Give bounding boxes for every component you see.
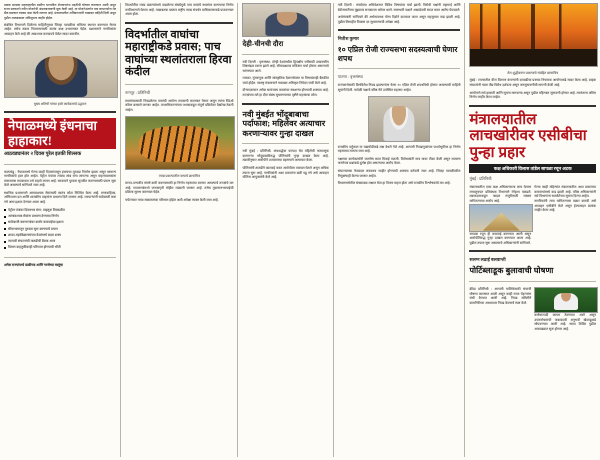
col5-photo-sports <box>534 287 598 313</box>
col5-body-4: नागरिकांनी लाच मागितल्यास तक्रार करावी असे आवाहन एसीबीने केले असून हेल्पलाइन क्रमांक जाहीर केला आहे. <box>534 199 596 213</box>
col2-body-4: पर्यटनावर याचा सकारात्मक परिणाम होईल अशी अपेक्षा व्यक्त केली जात आहे. <box>125 197 219 202</box>
col4-body-5: विधानसभेतील संख्याबळ लक्षात घेता हा विजय सहज होता असे राजकीय विश्लेषकांचे मत आहे. <box>337 181 451 186</box>
col4-top-body-2: अर्थमंत्र्यांनी सांगितले की अर्थव्यवस्था योग्य दिशेने वाटचाल करत असून महसुलात वाढ झाली आहे. पुढील तिमाहीत विकास दर सुधारण्याची अपेक्षा आहे. <box>337 15 461 24</box>
column-1 <box>4 3 116 457</box>
col2-photo <box>125 116 235 170</box>
col1-body-4: स्थानिक प्रशासनाने अत्यावश्यक सेवांसाठी स्वतंत्र कोटा निश्चित केला आहे. रुग्णवाहिका, अग्निशमन दल आणि शासकीय वाहनांना प्राधान्य दिले जाणार आहे. व्यापाऱ्यांनी साठेबाजी करू नये असा इशारा देण्यात आला आहे. <box>4 190 117 205</box>
column-divider-3 <box>333 3 334 457</box>
col1-photo-caption: मुख्य अतिथी यांच्या हस्ते कार्यक्रमाचे उद्घाटन <box>33 101 87 106</box>
col4-body-2: राजकीय वर्तुळात या घडामोडीकडे लक्ष वेधले गेले आहे. आगामी निवडणुकांच्या पार्श्वभूमीवर हा निर्णय महत्त्वाचा मानला जात आहे. <box>337 144 461 154</box>
col1-bullet-list <box>4 208 116 252</box>
col5-headline: मंत्रालयातील लाचखोरीवर एसीबीचा पुन्हा प्रहार <box>469 111 587 161</box>
col4-body-4: संघटनात्मक फेरबदल लवकरच जाहीर होण्याची शक्यता वर्तवली जात आहे. जिल्हा पातळीवरील नियुक्त्याही केल्या जाणार आहेत. <box>337 168 461 178</box>
col5-photo-inline <box>469 204 533 232</box>
col5-bottom-body-2: कर्णधारपदी कायम ठेवण्यात आले असून उपकर्णधाराची जबाबदारी अनुभवी खेळाडूकडे सोपवण्यात आली आहे. सराव शिबिर पुढील आठवड्यात सुरू होणार आहे. <box>534 312 596 331</box>
col4-photo <box>368 96 430 142</box>
col1-headline: नेपाळमध्ये इंधनाचा हाहाकार! <box>4 118 116 149</box>
list-item: व्यापारी संघटनांची तातडीची बैठक आज <box>4 239 116 244</box>
col4-subhead: १० एप्रिल रोजी राज्यसभा सदस्यत्वाची घेणार शपथ <box>337 45 458 64</box>
col5-photo-oil <box>469 3 598 67</box>
column-5 <box>469 3 596 457</box>
list-item: सीमाभागातून पुरवठा सुरू करण्याचे प्रयत्न <box>4 227 116 232</box>
col2-lead-body: विदर्भातील व्याघ्र प्रकल्पांमध्ये वाढलेल्या संख्येमुळे पाच वाघांचे स्थलांतर करण्याचा निर्णय वनविभागाने घेतला आहे. याबाबतचा प्रस्ताव राष्ट्रीय व्याघ्र संवर्धन प्राधिकरणाकडे पाठवण्यात आला होता. <box>125 3 234 17</box>
col3-body-1: नवी दिल्ली : वृत्तसंस्था. दोन्ही देशांमधील द्विपक्षीय चर्चेसाठी उच्चस्तरीय शिष्टमंडळ रवाना झाले आहे. सीमाप्रश्नावर सविस्तर चर्चा होणार असल्याचे सांगण्यात आले. <box>242 59 329 73</box>
col5-body-3: गेल्या काही महिन्यांत मंत्रालयातील अशा प्रकारच्या कारवायांमध्ये वाढ झाली आहे. वरिष्ठ अधिकाऱ्यांनी सर्व विभागांना सतर्कतेच्या सूचना दिल्या आहेत. <box>534 185 596 199</box>
col5-black-bar: कक्ष अधिकारी विलास तांडेल सापळा रचून अटक <box>469 164 596 173</box>
column-4 <box>338 3 461 457</box>
col5-top-body: मुंबई : राज्यातील वीज वितरण कंपन्यांनी दरवाढीचा प्रस्ताव नियामक आयोगाकडे सादर केला आहे. ग्राहक संघटनांनी याला तीव्र विरोध दर्शवला असून जनसुनावणीची मागणी केली आहे. <box>469 78 596 87</box>
col1-photo <box>4 40 118 98</box>
col1-footer-note: अनेक राज्यांमध्ये डाळीच्या आणि गरजेच्या वस्तूंचा <box>4 262 63 267</box>
col5-bottom-kicker: सलग्न लढाई बलवान्ती <box>469 257 506 263</box>
col2-body-2: स्थलांतरासाठी निवडलेल्या वाघांची आरोग्य तपासणी करण्यात येणार असून त्यांना रेडिओ कॉलर बसवले जाणार आहेत. वनअधिकाऱ्यांच्या पथकाकडून संपूर्ण प्रक्रियेवर देखरेख ठेवली जाईल. <box>125 98 234 112</box>
list-item: अत्यावश्यक सेवांना प्राधान्य देण्याचा निर्णय <box>4 214 116 219</box>
col5-body-2: सापळा रचून ही कारवाई करण्यात आली असून आरोपीविरुद्ध गुन्हा दाखल करण्यात आला आहे. पुढील तपास सुरू असल्याचे अधिकाऱ्यांनी सांगितले. <box>469 231 532 245</box>
col4-body-1: राज्यसभेसाठी बिनविरोध निवड झाल्यानंतर येत्या १० एप्रिल रोजी शपथविधी होणार असल्याची माहिती सूत्रांनी दिली. यावेळी पक्षाचे वरिष्ठ नेते उपस्थित राहणार आहेत. <box>337 83 461 92</box>
column-3 <box>242 3 328 457</box>
col2-photo-caption: व्याघ्र प्रकल्पातील वाघाचे छायाचित्र <box>158 173 200 178</box>
list-item: विमान वाहतुकीवरही परिणाम होण्याची भीती <box>4 245 116 250</box>
col1-subhead: आठवड्यानंतर २ दिवस पुरेल इतकी शिल्लक <box>4 152 82 157</box>
col1-body-2: संबंधित विभागाने दिलेल्या माहितीनुसार जिल्हा पातळीवर समित्या स्थापन करण्यात येणार आहेत. तसेच तक्रार निवारणासाठी स्वतंत्र कक्ष उभारण्यात येईल. प्रशासनाने नागरिकांना आवाहन केले आहे की आवश्यक कागदपत्रे वेळेत सादर करावीत. <box>4 22 117 36</box>
col5-bottom-headline: पोर्टिब्लाडूक बुलावाची घोषणा <box>469 266 554 276</box>
col5-byline: मुंबई : प्रतिनिधी <box>469 176 492 182</box>
col3-body-4: नवी मुंबई : प्रतिनिधी. अंधश्रद्धेचा फायदा घेत महिलेची फसवणूक करणाऱ्या भोंदूबाबाविरुद्ध पोलिसांनी गुन्हा दाखल केला आहे. तक्रारीनुसार आरोपीने उपचाराच्या बहाण्याने अत्याचार केला. <box>242 149 329 163</box>
col1-body-3: काठमांडू : नेपाळमध्ये गेल्या काही दिवसांपासून इंधनाचा तुटवडा निर्माण झाला असून सामान्य नागरिकांचे हाल होत आहेत. पेट्रोल पंपांवर लांबच लांब रांगा लागल्या असून वाहनचालकांना तासनतास ताटकळत उभे राहावे लागत आहे. सरकारने पुरवठा सुरळीत करण्यासाठी प्रयत्न सुरू केले असल्याचे सांगितले जात आहे. <box>4 169 117 188</box>
col5-photo-caption: तेल शुद्धीकरण प्रकल्पाचे संग्रहित छायाचित्र <box>507 71 559 75</box>
col3-body-3: दौऱ्यादरम्यान अनेक सामंजस्य करारांवर स्वाक्षऱ्या होण्याची शक्यता आहे. तज्ज्ञांच्या मते हा दौरा संबंध सुधारण्याच्या दृष्टीने महत्त्वाचा ठरेल. <box>242 88 329 98</box>
col5-bottom-body: क्रीडा प्रतिनिधी : आगामी मालिकेसाठी संघाची घोषणा करण्यात आली असून काही नव्या चेहऱ्यांना संधी देण्यात आली आहे. निवड समितीने कामगिरीच्या आधारावर निवड केल्याचे स्पष्ट केले. <box>469 286 532 305</box>
col1-top-body: ठळक बातम्या महाराष्ट्रातील ग्रामीण भागातील शेतकऱ्यांना मदतीची घोषणा करण्यात आली असून राज्य सरकारने नवीन योजनेची अंमलबजावणी सुरू केली आहे. या योजनेअंतर्गत पात्र लाभार्थ्यांना थेट बँक खात्यात रक्कम जमा केली जाणार आहे. मंत्रालयातील अधिकाऱ्यांनी याबाबत माहिती दिली असून पुढील आठवड्यात अधिसूचना जाहीर होईल. <box>4 3 117 20</box>
column-layout <box>4 3 596 457</box>
column-divider-1 <box>120 3 121 457</box>
col4-kicker: नितीश कुमार <box>337 36 359 42</box>
column-2 <box>125 3 233 457</box>
column-divider-4 <box>464 3 465 457</box>
col2-body-3: मानव-वन्यजीव संघर्ष कमी करण्यासाठी हा निर्णय महत्त्वाचा ठरणार असल्याचे तज्ज्ञांचे मत आहे. गावकऱ्यांमध्ये जनजागृती मोहीम राबवली जाणार आहे. तसेच नुकसानभरपाईची प्रक्रिया सुलभ करण्यात येईल. <box>125 180 234 195</box>
col3-photo <box>242 3 330 37</box>
col4-top-body: नवी दिल्ली : संसदेच्या अधिवेशनात विविध विषयांवर चर्चा झाली. विरोधी पक्षांनी महागाई आणि बेरोजगारीच्या मुद्द्यावर सरकारला धारेवर धरले. सत्ताधारी पक्षाने आकडेवारी सादर करत आरोप फेटाळले. <box>337 3 461 12</box>
list-item: साठेबाजी करणाऱ्यांवर कठोर कारवाईचा इशारा <box>4 220 116 225</box>
col4-byline: पाटणा : वृत्तसंस्था <box>337 74 363 80</box>
col4-body-3: पक्षाच्या कार्यकर्त्यांनी जल्लोष करत मिठाई वाटली. विरोधकांनी मात्र यावर टीका केली असून सामान्य जनतेच्या प्रश्नांकडे दुर्लक्ष होत असल्याचा आरोप केला. <box>337 156 461 166</box>
col3-body-5: पोलिसांनी तातडीने कारवाई करत आरोपीला ताब्यात घेतले असून अधिक तपास सुरू आहे. नागरिकांनी अशा प्रकारांना बळी पडू नये असे आवाहन पोलिस आयुक्तांनी केले आहे. <box>242 165 329 180</box>
col2-headline: विदर्भातील वाघांचा महाराष्ट्रीकडे प्रवास; पाच वाघांच्या स्थलांतराला हिरवा कंदील <box>125 28 232 79</box>
col5-top-body-2: आयोगाने सर्व हरकती आणि सूचना मागवल्या असून पुढील महिन्यात सुनावणी होणार आहे. त्यानंतरच अंतिम निर्णय जाहीर केला जाईल. <box>469 90 596 100</box>
column-divider-2 <box>237 3 238 457</box>
col2-byline: नागपूर : प्रतिनिधी <box>125 89 151 95</box>
col3-body-2: व्यापार, गुंतवणूक आणि सांस्कृतिक देवाणघेवाण या विषयांवरही बैठकीत चर्चा होईल. परराष्ट्र मंत्रालयाने याबाबत अधिकृत निवेदन जारी केले आहे. <box>242 76 329 85</box>
list-item: शाळा-महाविद्यालयांच्या वेळांमध्ये बदल शक्य <box>4 233 116 238</box>
col3-headline-top: देही-चीनची दौरा <box>242 40 284 48</box>
col3-mid-headline: नवी मुंबईत भोंदूबाबाचा पर्दाफाश; महिलेवर अत्याचार करणाऱ्यावर गुन्हा दाखल <box>242 109 326 138</box>
list-item: पेट्रोल पंपांवर दिवसभर रांगा; वाहतूक विस्कळीत <box>4 208 116 213</box>
col5-body-1: मंत्रालयातील एका कक्ष अधिकाऱ्याला लाच घेताना लाचलुचपत प्रतिबंधक विभागाने रंगेहाथ पकडले. तक्रारदाराकडून फाइल मंजुरीसाठी रक्कम मागितल्याचा आरोप आहे. <box>469 185 532 204</box>
